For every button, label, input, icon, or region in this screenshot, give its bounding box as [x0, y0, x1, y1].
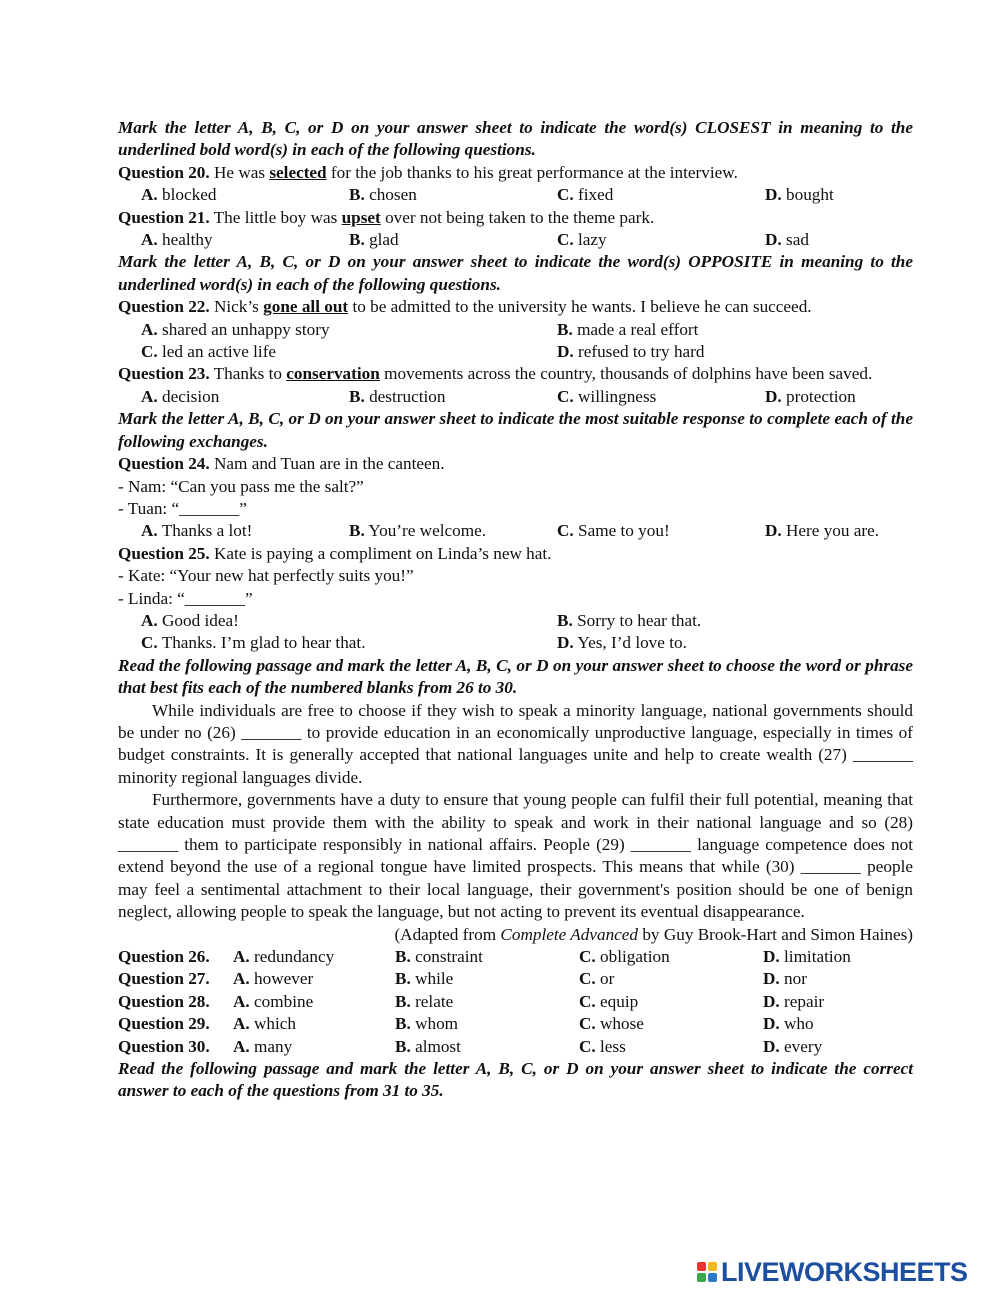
option-d[interactable]: D. Yes, I’d love to. [557, 633, 687, 653]
option-c[interactable]: C. less [579, 1036, 626, 1056]
underlined-word: conservation [286, 364, 380, 384]
option-b[interactable]: B. constraint [395, 947, 483, 967]
question-23-options [118, 386, 913, 408]
option-d[interactable]: D. Here you are. [765, 521, 880, 541]
question-24: Question 24. Nam and Tuan are in the canteen. [118, 454, 445, 474]
option-c[interactable]: C. fixed [557, 185, 614, 205]
question-25-options [118, 610, 913, 655]
option-c[interactable]: C. or [579, 969, 615, 989]
underlined-word: selected [269, 162, 327, 182]
option-b[interactable]: B. while [395, 969, 454, 989]
logo-text: LIVEWORKSHEETS [721, 1256, 968, 1287]
worksheet-page [118, 117, 913, 1103]
option-d[interactable]: D. protection [765, 386, 856, 406]
question-24-options [118, 520, 913, 542]
question-22: Question 22. Nick’s gone all out to be admitted to the university he wants. I believe he can succeed. [118, 297, 812, 317]
option-d[interactable]: D. refused to try hard [557, 342, 705, 362]
underlined-word: gone all out [263, 297, 349, 317]
option-c[interactable]: C. whose [579, 1014, 644, 1034]
instruction-cloze: Read the following passage and mark the letter A, B, C, or D on your answer sheet to choose the word or phrase that best fits each of the numbered blanks from 26 to 30. [118, 655, 913, 698]
question-23: Question 23. Thanks to conservation movements across the country, thousands of dolphins have been saved. [118, 364, 873, 384]
option-a[interactable]: A. which [233, 1014, 297, 1034]
question-25: Question 25. Kate is paying a compliment on Linda’s new hat. [118, 543, 552, 563]
dialogue-line: - Kate: “Your new hat perfectly suits you!” [118, 566, 414, 586]
instruction-closest: Mark the letter A, B, C, or D on your answer sheet to indicate the word(s) CLOSEST in meaning to the underlined bold word(s) in each of the following questions. [118, 118, 913, 160]
option-c[interactable]: C. obligation [579, 947, 670, 967]
liveworksheets-logo[interactable] [697, 1257, 968, 1287]
option-d[interactable]: D. bought [765, 185, 834, 205]
option-c[interactable]: C. Same to you! [557, 521, 670, 541]
option-b[interactable]: B. made a real effort [557, 319, 699, 339]
option-d[interactable]: D. who [763, 1014, 814, 1034]
question-20-options [118, 184, 913, 206]
option-b[interactable]: B. glad [349, 230, 399, 250]
option-b[interactable]: B. relate [395, 991, 454, 1011]
question-20: Question 20. He was selected for the job thanks to his great performance at the interview. [118, 162, 738, 182]
dialogue-line: - Nam: “Can you pass me the salt?” [118, 476, 364, 496]
option-c[interactable]: C. willingness [557, 386, 657, 406]
option-a[interactable]: A. decision [141, 386, 220, 406]
instruction-reading: Read the following passage and mark the letter A, B, C, or D on your answer sheet to indicate the correct answer to each of the questions from 31 to 35. [118, 1059, 913, 1101]
option-a[interactable]: A. combine [233, 991, 314, 1011]
question-21-options [118, 229, 913, 251]
question-21: Question 21. The little boy was upset over not being taken to the theme park. [118, 207, 655, 227]
question-22-options [118, 319, 913, 364]
instruction-opposite: Mark the letter A, B, C, or D on your answer sheet to indicate the word(s) OPPOSITE in meaning to the underlined word(s) in each of the following questions. [118, 252, 913, 294]
option-b[interactable]: B. chosen [349, 185, 417, 205]
option-a[interactable]: A. blocked [141, 185, 217, 205]
option-b[interactable]: B. Sorry to hear that. [557, 610, 702, 630]
option-b[interactable]: B. whom [395, 1014, 459, 1034]
option-b[interactable]: B. You’re welcome. [349, 521, 487, 541]
question-28: Question 28. A. combine B. relate C. equip D. repair [118, 991, 913, 1013]
liveworksheets-logo-icon [697, 1262, 717, 1282]
option-c[interactable]: C. lazy [557, 230, 607, 250]
option-d[interactable]: D. repair [763, 991, 825, 1011]
dialogue-line: - Tuan: “_______” [118, 498, 247, 518]
passage-paragraph-2: Furthermore, governments have a duty to ensure that young people can fulfil their full potential, meaning that state education must provide them with the ability to speak and work in their national language and so (28) _______ them to participate responsibly in national affairs. People (29) _______ language competence does not extend beyond the use of a regional tongue have limited prospects. This means that while (30) _______ people may feel a sentimental attachment to their local language, their government's position should be one of benign neglect, allowing people to speak the language, but not acting to prevent its eventual disappearance. [118, 790, 913, 922]
option-c[interactable]: C. equip [579, 991, 639, 1011]
option-d[interactable]: D. nor [763, 969, 807, 989]
underlined-word: upset [341, 207, 381, 227]
option-c[interactable]: C. led an active life [141, 342, 277, 362]
option-a[interactable]: A. shared an unhappy story [141, 319, 330, 339]
option-a[interactable]: A. Good idea! [141, 610, 239, 630]
passage-source: (Adapted from Complete Advanced by Guy Brook-Hart and Simon Haines) [394, 924, 913, 944]
option-d[interactable]: D. sad [765, 230, 809, 250]
option-a[interactable]: A. healthy [141, 230, 213, 250]
passage-paragraph-1: While individuals are free to choose if they wish to speak a minority language, national governments should be under no (26) _______ to provide education in an economically unproductive language, especially in times of budget constraints. It is generally accepted that national languages unite and help to create wealth (27) _______ minority regional languages divide. [118, 700, 913, 787]
question-27: Question 27. A. however B. while C. or D. nor [118, 968, 913, 990]
option-b[interactable]: B. almost [395, 1036, 461, 1056]
option-d[interactable]: D. limitation [763, 947, 851, 967]
option-c[interactable]: C. Thanks. I’m glad to hear that. [141, 633, 366, 653]
option-d[interactable]: D. every [763, 1036, 823, 1056]
dialogue-line: - Linda: “_______” [118, 588, 253, 608]
option-b[interactable]: B. destruction [349, 386, 446, 406]
option-a[interactable]: A. redundancy [233, 947, 335, 967]
question-30: Question 30. A. many B. almost C. less D. every [118, 1036, 913, 1058]
question-29: Question 29. A. which B. whom C. whose D. who [118, 1013, 913, 1035]
option-a[interactable]: A. however [233, 969, 314, 989]
question-26: Question 26. A. redundancy B. constraint C. obligation D. limitation [118, 946, 913, 968]
option-a[interactable]: A. many [233, 1036, 293, 1056]
instruction-response: Mark the letter A, B, C, or D on your answer sheet to indicate the most suitable response to complete each of the following exchanges. [118, 409, 913, 451]
option-a[interactable]: A. Thanks a lot! [141, 521, 253, 541]
